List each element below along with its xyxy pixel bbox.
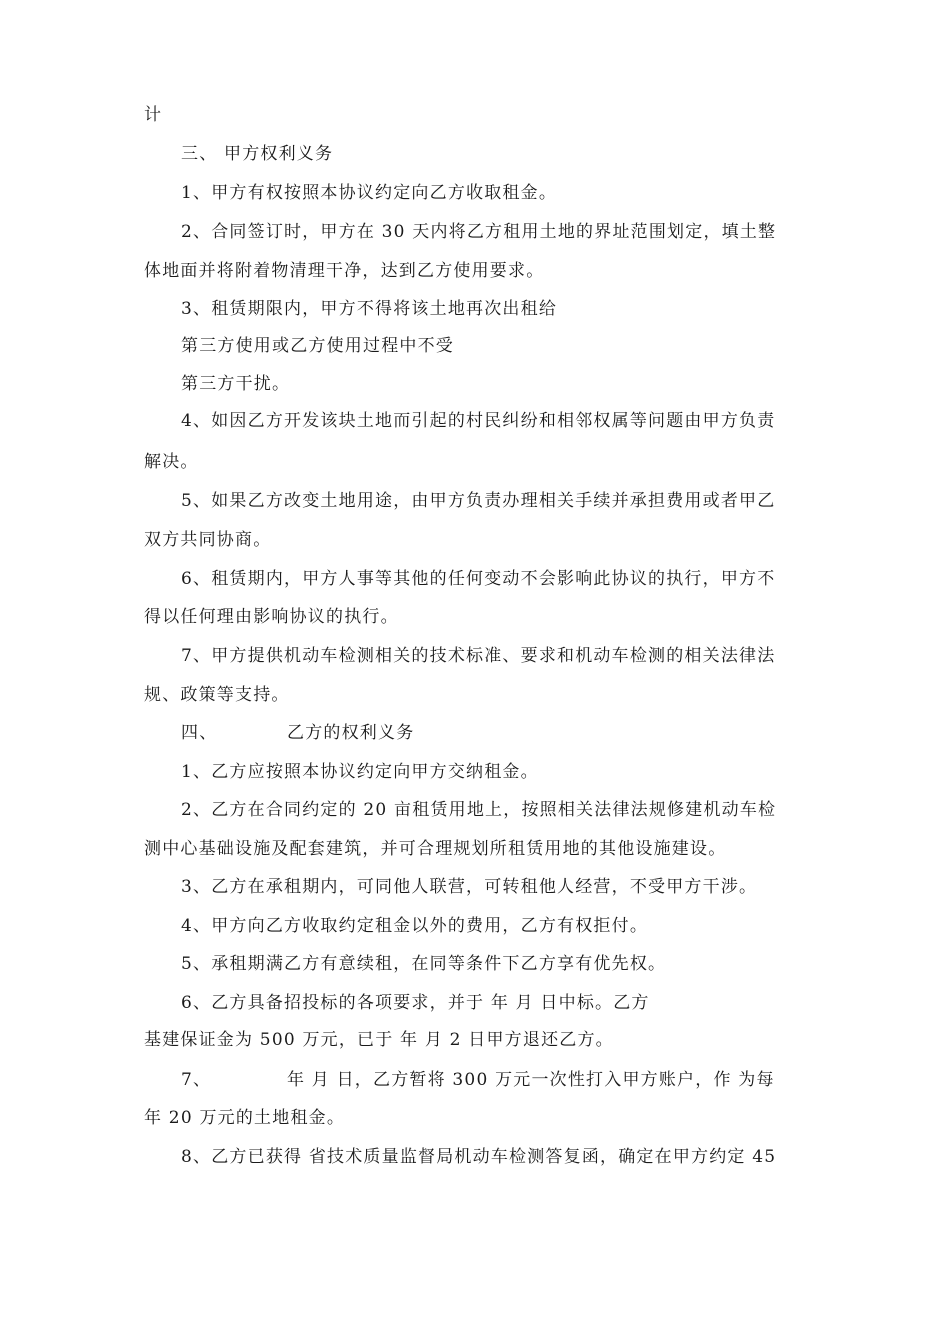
text-line-5: 体地面并将附着物清理干净，达到乙方使用要求。 [144,261,545,281]
text-line-12: 双方共同协商。 [144,530,272,550]
text-line-20: 测中心基础设施及配套建筑，并可合理规划所租赁用地的其他设施建设。 [144,839,727,859]
text-line-19: 2、乙方在合同约定的 20 亩租赁用地上，按照相关法律法规修建机动车检 [181,800,777,820]
text-line-4: 2、合同签订时，甲方在 30 天内将乙方租用土地的界址范围划定，填土整 [181,222,777,242]
text-line-15: 7、甲方提供机动车检测相关的技术标准、要求和机动车检测的相关法律法 [181,646,776,666]
section-heading-4-title: 乙方的权利义务 [287,723,415,743]
text-line-9: 4、如因乙方开发该块土地而引起的村民纠纷和相邻权属等问题由甲方负责 [181,411,776,431]
text-line-16: 规、政策等支持。 [144,685,290,705]
text-line-14: 得以任何理由影响协议的执行。 [144,607,399,627]
text-line-23: 5、承租期满乙方有意续租，在同等条件下乙方享有优先权。 [181,954,667,974]
text-line-26-number: 7、 [181,1070,212,1090]
text-line-18: 1、乙方应按照本协议约定向甲方交纳租金。 [181,762,539,782]
text-line-26-body: 年 月 日，乙方暂将 300 万元一次性打入甲方账户，作 为每 [287,1070,775,1090]
text-line-22: 4、甲方向乙方收取约定租金以外的费用，乙方有权拒付。 [181,916,649,936]
text-line-21: 3、乙方在承租期内，可同他人联营，可转租他人经营，不受甲方干涉。 [181,877,758,897]
text-line-10: 解决。 [144,452,199,472]
text-line-8: 第三方干扰。 [181,374,291,394]
text-line-27: 年 20 万元的土地租金。 [144,1108,346,1128]
text-line-28: 8、乙方已获得 省技术质量监督局机动车检测答复函，确定在甲方约定 45 [181,1147,777,1167]
text-line-25: 基建保证金为 500 万元，已于 年 月 2 日甲方退还乙方。 [144,1030,614,1050]
text-line-6: 3、租赁期限内，甲方不得将该土地再次出租给 [181,299,558,319]
text-line-13: 6、租赁期内，甲方人事等其他的任何变动不会影响此协议的执行，甲方不 [181,569,776,589]
text-line-24: 6、乙方具备招投标的各项要求，并于 年 月 日中标。乙方 [181,993,650,1013]
section-heading-4-number: 四、 [181,723,218,743]
text-line-7: 第三方使用或乙方使用过程中不受 [181,336,454,356]
text-line-1: 计 [144,105,163,125]
section-heading-3: 三、 甲方权利义务 [181,144,334,164]
text-line-3: 1、甲方有权按照本协议约定向乙方收取租金。 [181,183,558,203]
text-line-11: 5、如果乙方改变土地用途，由甲方负责办理相关手续并承担费用或者甲乙 [181,491,776,511]
